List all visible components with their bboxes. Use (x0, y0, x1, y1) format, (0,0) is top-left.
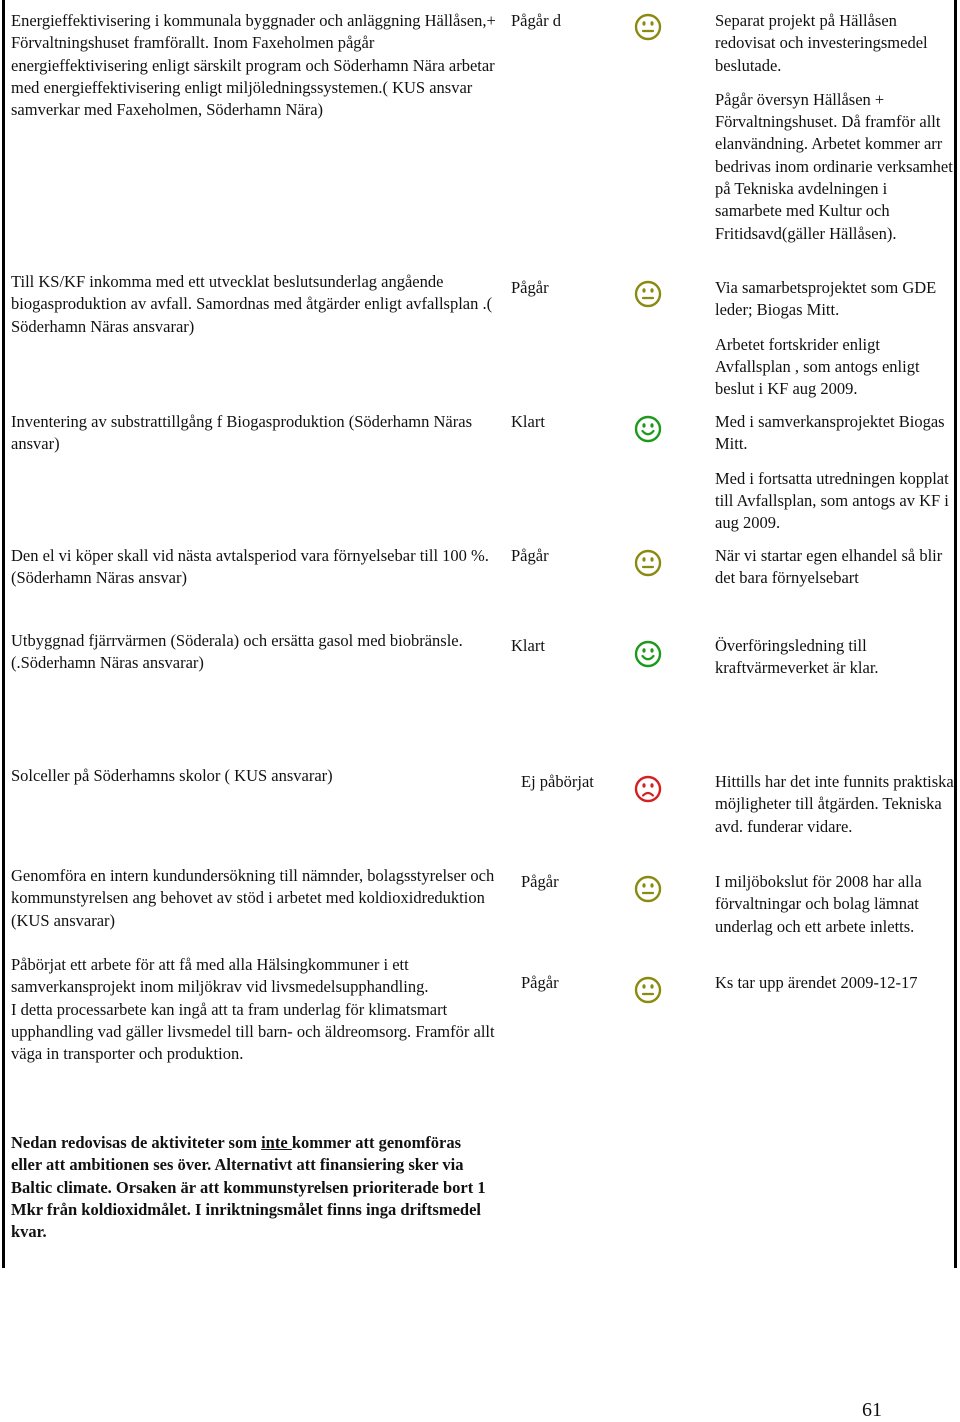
comment-text: När vi startar egen elhandel så blir det bara förnyelsebart (715, 546, 943, 588)
activity-text: Inventering av substrattillgång f Biogasproduktion (Söderhamn Näras ansvar) (11, 412, 472, 454)
sad-face-icon (634, 775, 662, 803)
happy-face-icon (634, 640, 662, 668)
status-cell: Pågår (511, 546, 549, 565)
neutral-face-icon (634, 13, 662, 41)
comment-text: Pågår översyn Hällåsen + Förvaltningshuset. Då framför allt elanvändning. Arbetet kommer arr bedrivas inom ordinarie verksamhet på Tekniska avdelningen i samarbete med Kultur och Fritidsavd(gäller Hällåsen). (715, 89, 953, 243)
activity-text: Påbörjat ett arbete för att få med alla Hälsingkommuner i ett samverkansprojekt inom miljökrav vid livsmedelsupphandling. (11, 955, 429, 997)
status-cell: Ej påbörjat (521, 772, 594, 791)
status-cell: Pågår d (511, 11, 561, 30)
comment-cell (715, 10, 955, 245)
comment-cell (715, 871, 955, 938)
comment-cell (715, 635, 955, 680)
happy-face-icon (634, 415, 662, 443)
activity-cell (11, 411, 496, 456)
activity-text: Den el vi köper skall vid nästa avtalsperiod vara förnyelsebar till 100 %. (Söderhamn Näras ansvar) (11, 546, 489, 588)
comment-text: Arbetet fortskrider enligt Avfallsplan , som antogs enligt beslut i KF aug 2009. (715, 334, 920, 399)
status-cell: Klart (511, 412, 545, 431)
comment-cell (715, 972, 955, 994)
activity-cell (11, 10, 496, 121)
comment-text: Med i samverkansprojektet Biogas Mitt. (715, 412, 945, 454)
activity-cell (11, 271, 496, 338)
table-border-left (2, 0, 5, 1268)
comment-text: Ks tar upp ärendet 2009-12-17 (715, 973, 918, 992)
neutral-face-icon (634, 976, 662, 1004)
activity-cell (11, 765, 496, 787)
comment-text: Med i fortsatta utredningen kopplat till Avfallsplan, som antogs av KF i aug 2009. (715, 468, 949, 533)
activity-text: Genomföra en intern kundundersökning till nämnder, bolagsstyrelser och kommunstyrelsen ang behovet av stöd i arbetet med koldioxidreduktion (KUS ansvarar) (11, 866, 495, 930)
status-cell: Pågår (521, 973, 559, 992)
footer-note-text: Nedan redovisas de aktiviteter som (11, 1133, 262, 1152)
footer-note (11, 1132, 496, 1243)
neutral-face-icon (634, 549, 662, 577)
comment-cell (715, 771, 955, 838)
status-cell: Pågår (521, 872, 559, 891)
comment-cell (715, 277, 955, 400)
activity-text: Energieffektivisering i kommunala byggnader och anläggning Hällåsen,+ Förvaltningshuset framförallt. Inom Faxeholmen pågår energieffektivisering enligt särskilt program och Söderhamn Nära arbetar med energieffektivisering enligt miljöledningssystemen.( KUS ansvar samverkar med Faxeholmen, Söderhamn Nära) (11, 11, 496, 120)
comment-text: Hittills har det inte funnits praktiska möjligheter till åtgärden. Tekniska avd. funderar vidare. (715, 772, 954, 836)
neutral-face-icon (634, 280, 662, 308)
status-cell: Pågår (511, 278, 549, 297)
comment-cell (715, 545, 955, 590)
comment-text: Överföringsledning till kraftvärmeverket är klar. (715, 636, 879, 678)
activity-text: Till KS/KF inkomma med ett utvecklat beslutsunderlag angående biogasproduktion av avfall. Samordnas med åtgärder enligt avfallsplan .( Söderhamn Näras ansvarar) (11, 272, 493, 336)
activity-text: I detta processarbete kan ingå att ta fram underlag för klimatsmart upphandling vad gäller livsmedel till barn- och äldreomsorg. Framför allt väga in transporter och produktion. (11, 999, 495, 1064)
footer-note-text: kommer att genomföras eller att ambitionen ses över. Alternativt att finansiering sker via Baltic climate. Orsaken är att kommunstyrelsen prioriterade bort 1 Mkr från koldioxidmålet. I inriktningsmålet finns inga driftsmedel kvar. (11, 1133, 486, 1242)
comment-cell (715, 411, 955, 534)
activity-cell (11, 545, 496, 590)
activity-cell (11, 630, 496, 675)
activity-cell (11, 865, 496, 932)
activity-text: Solceller på Söderhamns skolor ( KUS ansvarar) (11, 766, 333, 785)
status-cell: Klart (511, 636, 545, 655)
comment-text: Via samarbetsprojektet som GDE leder; Biogas Mitt. (715, 278, 937, 320)
neutral-face-icon (634, 875, 662, 903)
comment-text: Separat projekt på Hällåsen redovisat och investeringsmedel beslutade. (715, 11, 928, 75)
comment-text: I miljöbokslut för 2008 har alla förvaltningar och bolag lämnat underlag och ett arbete inletts. (715, 872, 922, 936)
activity-text: Utbyggnad fjärrvärmen (Söderala) och ersätta gasol med biobränsle.(.Söderhamn Näras ansvarar) (11, 631, 463, 673)
footer-note-emphasis: inte (261, 1133, 292, 1152)
page-number: 61 (862, 1399, 882, 1421)
activity-cell (11, 954, 496, 1065)
